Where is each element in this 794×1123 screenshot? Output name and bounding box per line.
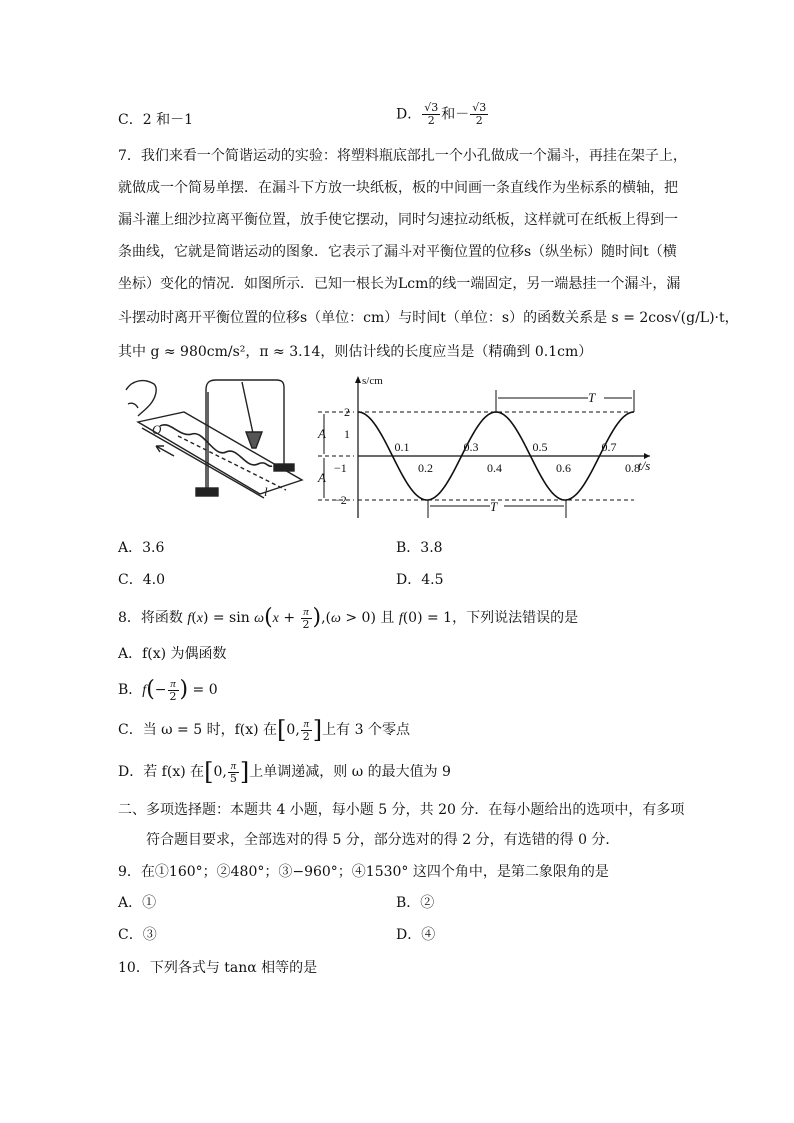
displacement-time-graph	[317, 375, 650, 518]
q8-stem: 8．将函数 f(x) = sin ω(x + $\frac{\pi}{2}$ ),(ω > 0) 且 f(0) = 1，下列说法错误的是	[118, 605, 579, 631]
q6-d-num2: √3	[472, 101, 487, 114]
x-tick-above-1: 0.3	[463, 440, 479, 454]
q7-line-1: 7．我们来看一个简谐运动的实验：将塑料瓶底部扎一个小孔做成一个漏斗，再挂在架子上，	[118, 148, 687, 164]
q8-stem-suffix: ，下列说法错误的是	[452, 610, 579, 626]
x-axis-label: t/s	[638, 458, 651, 473]
q8-stem-prefix: 8．将函数	[118, 610, 188, 626]
q9-option-a: A．①	[118, 895, 157, 911]
q6-d-num: √3	[424, 101, 439, 114]
q8-option-d: D．若 f(x) 在[0, $\frac{\pi}{5}$ ]上单调递减，则 ω 的最大值为 9	[118, 758, 451, 786]
q9-option-d: D．④	[396, 927, 436, 943]
q7-option-b: B．3.8	[396, 540, 443, 556]
y-tick-neg2: −2	[334, 493, 347, 507]
y-axis-arrow	[355, 376, 361, 383]
x-tick-below-3: 0.8	[625, 461, 640, 475]
x-tick-above-2: 0.5	[532, 440, 548, 454]
x-tick-labels	[395, 440, 641, 475]
q6-d-den: 2	[427, 114, 435, 127]
section-2-heading-line-1: 二、多项选择题：本题共 4 小题，每小题 5 分，共 20 分．在每小题给出的选项中，有多项	[118, 802, 685, 818]
q9-option-b: B．②	[396, 895, 435, 911]
q7-line-5: 坐标）变化的情况．如图所示．已知一根长为Lcm的线一端固定，另一端悬挂一个漏斗，漏	[118, 276, 681, 292]
amplitude-label-top: A	[318, 426, 326, 441]
q8-option-d-prefix: D．若 f(x) 在	[118, 764, 205, 780]
q6-d-and: 和－	[441, 106, 470, 123]
q9-stem: 9．在①160°；②480°；③−960°；④1530° 这四个角中，是第二象限角的是	[118, 864, 609, 880]
pendulum-apparatus-illustration	[126, 380, 302, 499]
y-tick-neg1: −1	[334, 461, 347, 475]
period-label-bottom: T	[490, 499, 498, 514]
q6-option-d	[396, 102, 489, 127]
q7-line-3: 漏斗灌上细沙拉离平衡位置，放手使它摆动，同时匀速拉动纸板，这样就可在纸板上得到一	[118, 212, 678, 228]
q8-option-c-suffix: 上有 3 个零点	[322, 722, 410, 738]
amplitude-label-bottom: A	[318, 470, 326, 485]
q8-option-b: B．f(− $\frac{\pi}{2}$ ) = 0	[118, 677, 218, 703]
q7-option-c: C．4.0	[118, 572, 165, 588]
q10-stem: 10．下列各式与 tanα 相等的是	[118, 960, 318, 976]
period-label-top: T	[588, 390, 596, 405]
q6-option-c: C．2 和－1	[118, 112, 193, 128]
q7-line-7: 其中 g ≈ 980cm/s²，π ≈ 3.14，则估计线的长度应当是（精确到 0.1cm）	[118, 344, 593, 360]
x-tick-above-0: 0.1	[394, 440, 410, 454]
q7-line-4: 条曲线，它就是简谐运动的图象．它表示了漏斗对平衡位置的位移s（纵坐标）随时间t（横	[118, 244, 677, 260]
q8-option-c: C．当 ω = 5 时，f(x) 在[0, $\frac{\pi}{2}$ ]上有 3 个零点	[118, 716, 410, 744]
q8-option-c-prefix: C．当 ω = 5 时，f(x) 在	[118, 722, 278, 738]
q7-option-a: A．3.6	[118, 540, 165, 556]
y-tick-2: 2	[344, 405, 350, 419]
q9-option-c: C．③	[118, 927, 157, 943]
x-tick-below-1: 0.4	[487, 461, 502, 475]
q7-line-2: 就做成一个简易单摆．在漏斗下方放一块纸板，板的中间画一条直线作为坐标系的横轴，把	[118, 180, 678, 196]
x-tick-below-2: 0.6	[556, 461, 571, 475]
q6-d-den2: 2	[475, 114, 483, 127]
q7-figure	[118, 372, 678, 532]
apparatus-label-o: O	[152, 422, 162, 437]
q8-option-b-prefix: B．	[118, 682, 143, 698]
q7-line-6: 斗摆动时离开平衡位置的位移s（单位：cm）与时间t（单位：s）的函数关系是 s = 2cos√(g/L)·t，	[118, 310, 739, 326]
x-tick-above-3: 0.7	[601, 440, 617, 454]
y-axis-label: s/cm	[362, 375, 383, 387]
section-2-heading-line-2: 符合题目要求，全部选对的得 5 分，部分选对的得 2 分，有选错的得 0 分．	[146, 832, 620, 848]
y-tick-1: 1	[344, 427, 350, 441]
q8-option-a: A．f(x) 为偶函数	[118, 646, 227, 662]
x-tick-below-0: 0.2	[418, 461, 433, 475]
q7-option-d: D．4.5	[396, 572, 444, 588]
q8-option-d-suffix: 上单调递减，则 ω 的最大值为 9	[249, 764, 451, 780]
apparatus-label-l: l	[264, 484, 268, 499]
q6-option-d-prefix: D．	[396, 106, 422, 123]
